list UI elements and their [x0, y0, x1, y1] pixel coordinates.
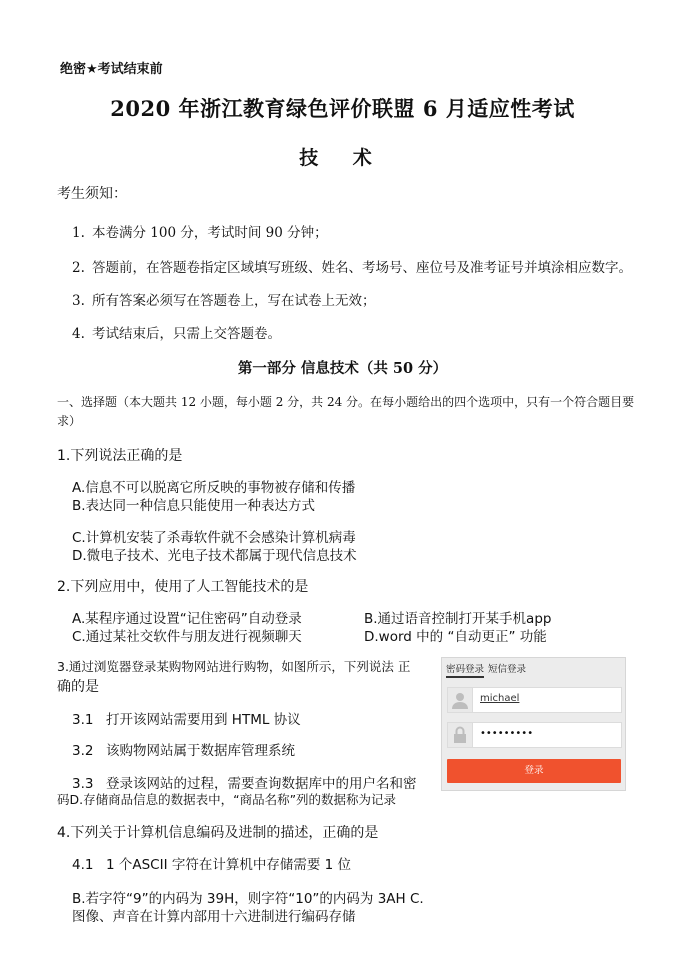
q4-item [72, 853, 351, 873]
q3-item [72, 708, 301, 728]
part-one-title: 第一部分 信息技术（共 50 分） [237, 360, 448, 377]
q3-item [72, 739, 295, 759]
q1-option-a: A.信息不可以脱离它所反映的事物被存储和传播 [72, 480, 356, 496]
question-1-stem: 1.下列说法正确的是 [57, 448, 183, 464]
password-value: ••••••••• [480, 728, 534, 739]
question-3-stem-cont: 确的是 [57, 679, 99, 695]
q3-item-text: 打开该网站需要用到 HTML 协议 [106, 712, 301, 728]
q1-option-c: C.计算机安装了杀毒软件就不会感染计算机病毒 [72, 530, 356, 546]
exam-title: 2020 年浙江教育绿色评价联盟 6 月适应性考试 [110, 96, 575, 121]
login-widget [441, 657, 626, 791]
notice-item [72, 256, 632, 276]
password-field[interactable] [447, 722, 622, 748]
question-3-stem: 3.通过浏览器登录某购物网站进行购物，如图所示，下列说法 正 [57, 659, 411, 674]
q2-option-c: C.通过某社交软件与朋友进行视频聊天 [72, 629, 302, 645]
notice-text: 所有答案必须写在答题卷上，写在试卷上无效； [92, 293, 376, 309]
q2-option-a: A.某程序通过设置“记住密码”自动登录 [72, 611, 302, 627]
q3-item-num: 3.1 [72, 712, 94, 728]
notice-num: 4. [72, 326, 85, 342]
q1-option-d: D.微电子技术、光电子技术都属于现代信息技术 [72, 548, 357, 564]
username-value: michael [480, 693, 520, 704]
q3-item-text: 登录该网站的过程，需要查询数据库中的用户名和密 [106, 776, 417, 792]
secret-label: 绝密★考试结束前 [60, 62, 163, 77]
q4-item-num: 4.1 [72, 857, 94, 873]
subject-title: 技 术 [299, 147, 386, 169]
username-field[interactable] [447, 687, 622, 713]
q2-option-d: D.word 中的 “自动更正” 功能 [364, 629, 547, 645]
notice-text: 答题前，在答题卷指定区域填写班级、姓名、考场号、座位号及准考证号并填涂相应数字。 [92, 260, 632, 276]
notice-item [72, 322, 281, 342]
q3-item [72, 772, 417, 792]
notice-num: 2. [72, 260, 85, 276]
q2-option-b: B.通过语音控制打开某手机app [364, 611, 552, 627]
q4-item-text: 1 个ASCII 字符在计算机中存储需要 1 位 [106, 857, 352, 873]
notice-num: 1. [72, 225, 85, 241]
q4-line: B.若字符“9”的内码为 39H，则字符“10”的内码为 3AH C. [72, 891, 424, 907]
q3-item-num: 3.3 [72, 776, 94, 792]
login-button[interactable]: 登录 [447, 759, 621, 783]
notice-heading: 考生须知： [57, 186, 127, 202]
q3-continuation: 码D.存储商品信息的数据表中，“商品名称”列的数据称为记录 [57, 792, 397, 807]
tab-password-login[interactable]: 密码登录 [446, 664, 484, 678]
user-icon [448, 688, 473, 712]
notice-num: 3. [72, 293, 85, 309]
q3-item-text: 该购物网站属于数据库管理系统 [106, 743, 295, 759]
q3-item-num: 3.2 [72, 743, 94, 759]
notice-item [72, 289, 376, 309]
notice-text: 本卷满分 100 分，考试时间 90 分钟； [92, 225, 328, 241]
login-tabs [446, 661, 526, 675]
notice-item [72, 221, 328, 241]
lock-icon [448, 723, 473, 747]
question-4-stem: 4.下列关于计算机信息编码及进制的描述，正确的是 [57, 825, 379, 841]
tab-sms-login[interactable]: 短信登录 [488, 664, 527, 675]
q4-line: 图像、声音在计算内部用十六进制进行编码存储 [72, 909, 356, 925]
section-intro: 一、选择题（本大题共 12 小题，每小题 2 分，共 24 分。在每小题给出的四个选项中，只有一个符合题目要求） [57, 395, 635, 428]
q1-option-b: B.表达同一种信息只能使用一种表达方式 [72, 498, 316, 514]
question-2-stem: 2.下列应用中，使用了人工智能技术的是 [57, 579, 309, 595]
notice-text: 考试结束后，只需上交答题卷。 [92, 326, 281, 342]
